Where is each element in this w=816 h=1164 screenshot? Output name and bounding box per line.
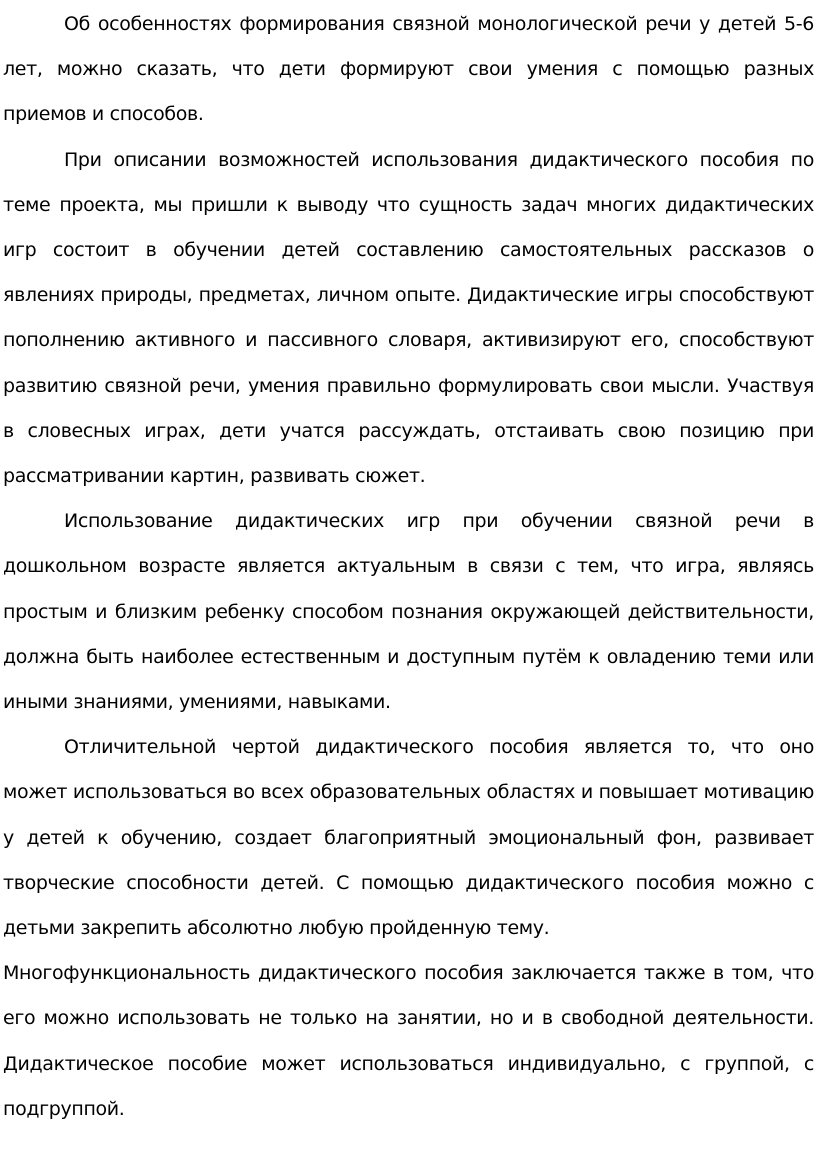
paragraph-speech-formation: Об особенностях формирования связной монологической речи у детей 5-6 лет, можно сказать, что дети формируют свои умения с помощью разных приемов и способов. bbox=[3, 13, 814, 126]
paragraph-didactic-games: При описании возможностей использования дидактического пособия по теме проекта, мы пришли к выводу что сущность задач многих дидактических игр состоит в обучении детей составлению самостоятельных рассказов о явлениях природы, предметах, личном опыте. Дидактические игры способствуют пополнению активного и пассивного словаря, активизируют его, способствуют развитию связной речи, умения правильно формулировать свои мысли. Участвуя в словесных играх, дети учатся рассуждать, отстаивать свою позицию при рассматривании картин, развивать сюжет. bbox=[3, 148, 814, 488]
paragraph-multifunctionality: Многофункциональность дидактического пособия заключается также в том, что его можно использовать не только на занятии, но и в свободной деятельности. Дидактическое пособие может использоваться индивидуально, с группой, с подгруппой. bbox=[3, 962, 814, 1120]
paragraph-distinctive-feature: Отличительной чертой дидактического пособия является то, что оно может использоваться во всех образовательных областях и повышает мотивацию у детей к обучению, создает благоприятный эмоциональный фон, развивает творческие способности детей. С помощью дидактического пособия можно с детьми закрепить абсолютно любую пройденную тему. bbox=[3, 736, 814, 940]
paragraph-relevance: Использование дидактических игр при обучении связной речи в дошкольном возрасте является актуальным в связи с тем, что игра, являясь простым и близким ребенку способом познания окружающей действительности, должна быть наиболее естественным и доступным путём к овладению теми или иными знаниями, умениями, навыками. bbox=[3, 510, 814, 714]
